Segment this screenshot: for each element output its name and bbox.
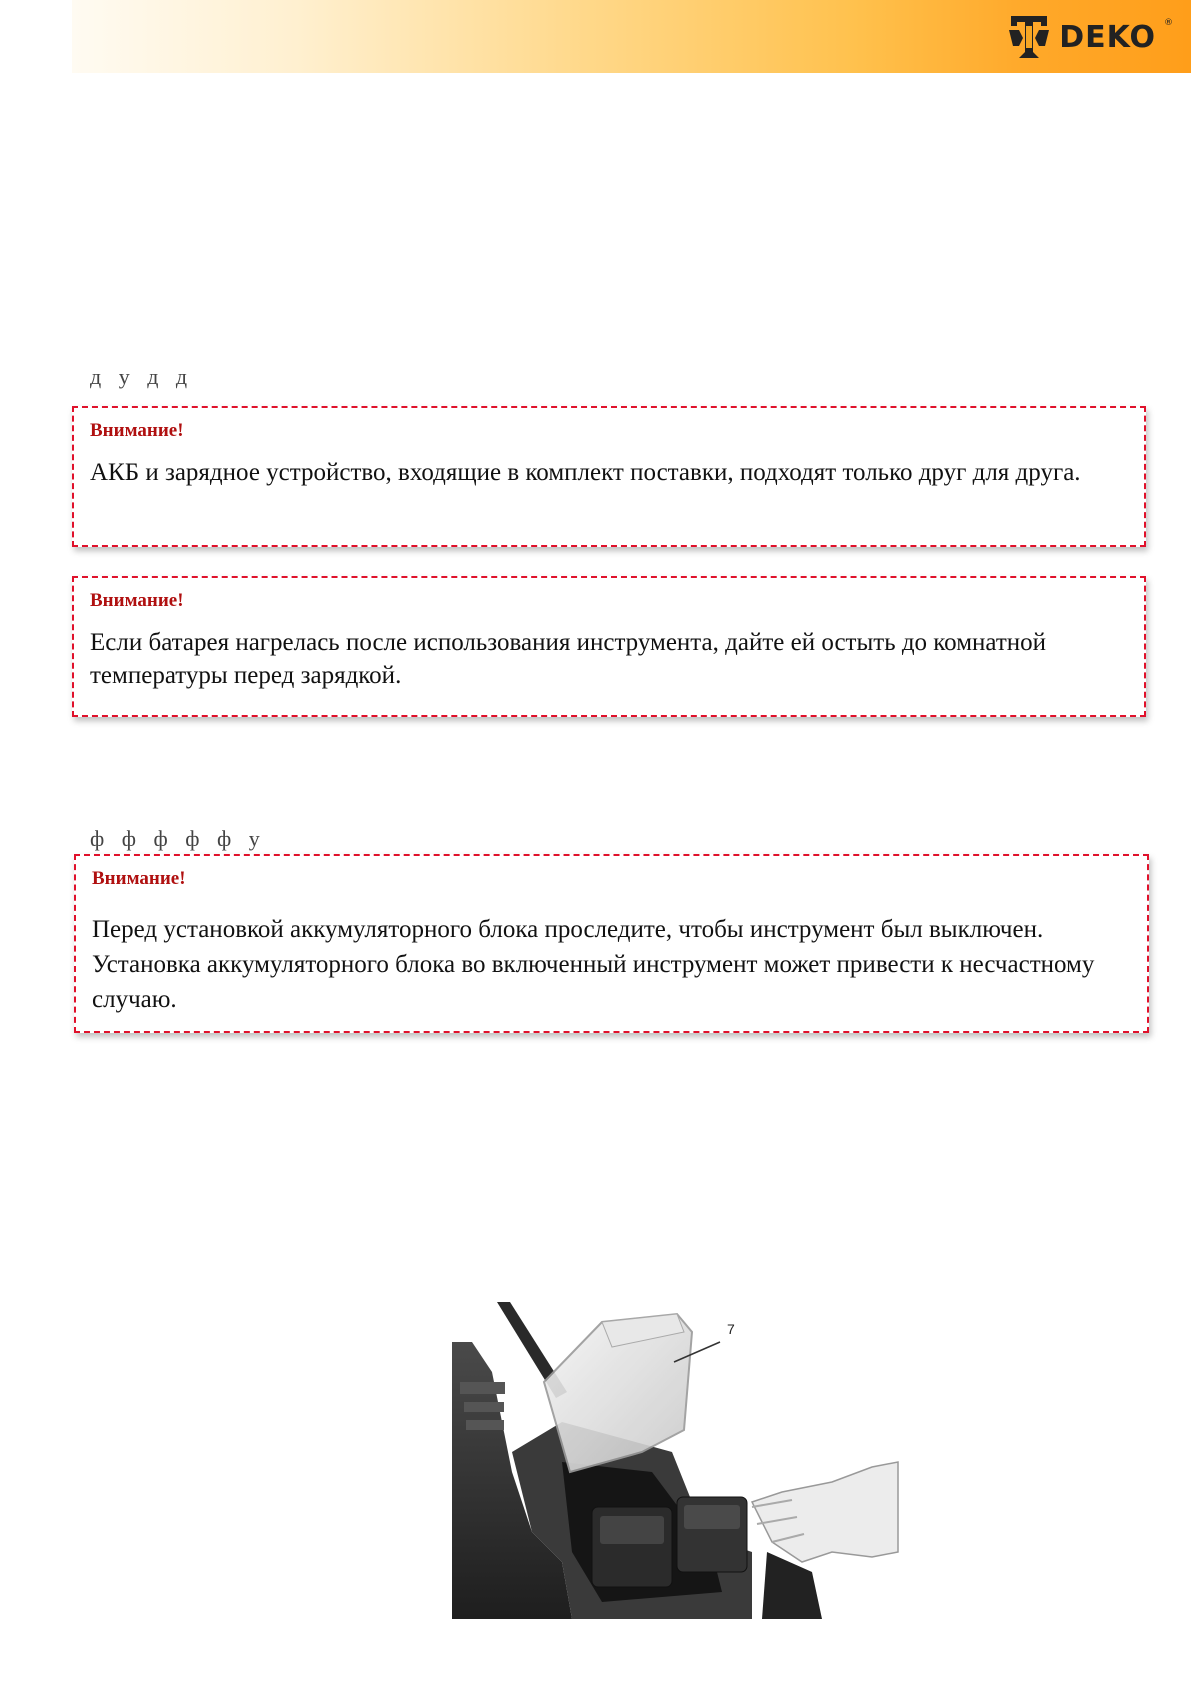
- warning-title: Внимание!: [90, 590, 184, 611]
- warning-text: АКБ и зарядное устройство, входящие в комплект поставки, подходят только друг для друга.: [90, 459, 1081, 486]
- deko-logo: [1007, 12, 1173, 62]
- header-band: [72, 0, 1191, 73]
- registered-mark: ®: [1164, 18, 1173, 28]
- clipped-text: д у д д: [90, 364, 194, 389]
- warning-box-2: [72, 576, 1146, 717]
- deko-emblem-icon: [1007, 12, 1051, 62]
- clipped-text-line: [90, 826, 1100, 851]
- warning-box-1: [72, 406, 1146, 547]
- warning-title: Внимание!: [92, 868, 186, 889]
- warning-title: Внимание!: [90, 420, 184, 441]
- brand-name: DEKO: [1059, 19, 1156, 55]
- clipped-text-line: [90, 364, 1100, 389]
- warning-text: Если батарея нагрелась после использования инструмента, дайте ей остыть до комнатной температуры перед зарядкой.: [90, 629, 1047, 689]
- battery-installation-photo: [452, 1302, 898, 1619]
- battery-installation-illustration: [452, 1302, 898, 1619]
- warning-box-3: [74, 854, 1149, 1033]
- warning-text: Перед установкой аккумуляторного блока проследите, чтобы инструмент был выключен. Установка аккумуляторного блока во включенный инструмент может привести к несчастному случаю.: [92, 916, 1095, 1013]
- callout-label: 7: [727, 1321, 735, 1337]
- clipped-text: ф ф ф ф ф у: [90, 826, 266, 851]
